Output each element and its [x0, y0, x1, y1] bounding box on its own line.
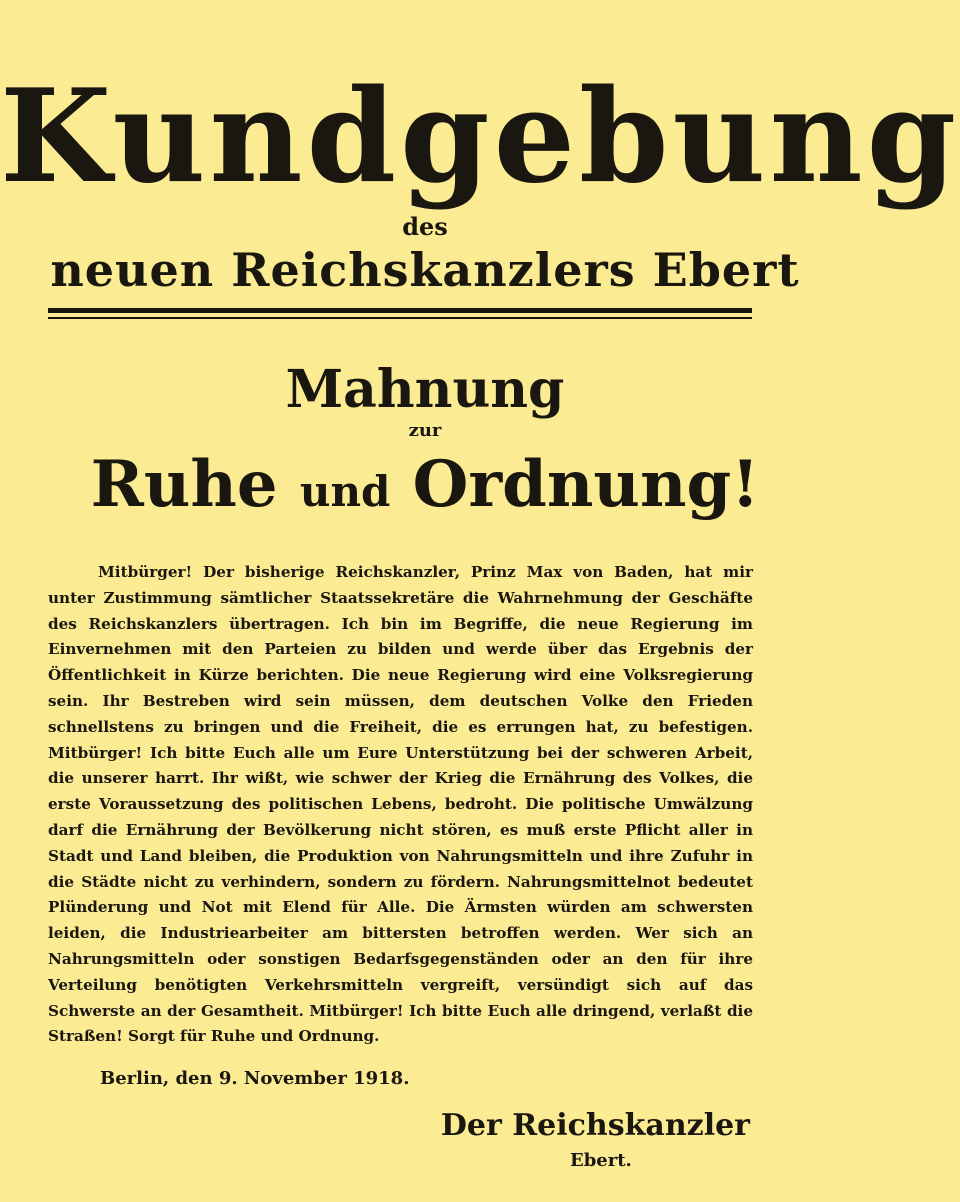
headline-word-und: und — [299, 467, 391, 516]
poster-subtitle: neuen Reichskanzlers Ebert — [50, 243, 800, 297]
headline-word-ordnung: Ordnung! — [412, 447, 760, 522]
poster-title: Kundgebung — [0, 62, 960, 212]
headline-word-ruhe: Ruhe — [90, 447, 278, 522]
headline-main — [0, 440, 850, 537]
poster-subtitle-small: des — [402, 212, 448, 241]
divider-thin — [48, 317, 752, 319]
divider-thick — [48, 308, 752, 313]
signature-title: Der Reichskanzler — [440, 1108, 750, 1143]
signature-name: Ebert. — [570, 1150, 632, 1171]
body-text: Mitbürger! Der bisherige Reichskanzler, Prinz Max von Baden, hat mir unter Zustimmung sämtlicher Staatssekretäre die Wahrnehmung der Geschäfte des Reichskanzlers übertragen. Ich bin im Begriffe, die neue Regierung im Einvernehmen mit den Parteien zu bilden und werde über das Ergebnis der Öffentlichkeit in Kürze berichten. Die neue Regierung wird eine Volksregierung sein. Ihr Bestreben wird sein müssen, dem deutschen Volke den Frieden schnellstens zu bringen und die Freiheit, die es errungen hat, zu befestigen. Mitbürger! Ich bitte Euch alle um Eure Unterstützung bei der schweren Arbeit, die unserer harrt. Ihr wißt, wie schwer der Krieg die Ernährung des Volkes, die erste Voraussetzung des politischen Lebens, bedroht. Die politische Umwälzung darf die Ernährung der Bevölkerung nicht stören, es muß erste Pflicht aller in Stadt und Land bleiben, die Produktion von Nahrungsmitteln und ihre Zufuhr in die Städte nicht zu verhindern, sondern zu fördern. Nahrungsmittelnot bedeutet Plünderung und Not mit Elend für Alle. Die Ärmsten würden am schwersten leiden, die Industriearbeiter am bittersten betroffen werden. Wer sich an Nahrungsmitteln oder sonstigen Bedarfsgegenständen oder an den für ihre Verteilung benötigten Verkehrsmitteln vergreift, versündigt sich auf das Schwerste an der Gesamtheit. Mitbürger! Ich bitte Euch alle dringend, verlaßt die Straßen! Sorgt für Ruhe und Ordnung. — [48, 563, 753, 1046]
headline-top: Mahnung — [285, 359, 565, 420]
dateline: Berlin, den 9. November 1918. — [100, 1068, 410, 1089]
headline-small: zur — [408, 420, 442, 441]
